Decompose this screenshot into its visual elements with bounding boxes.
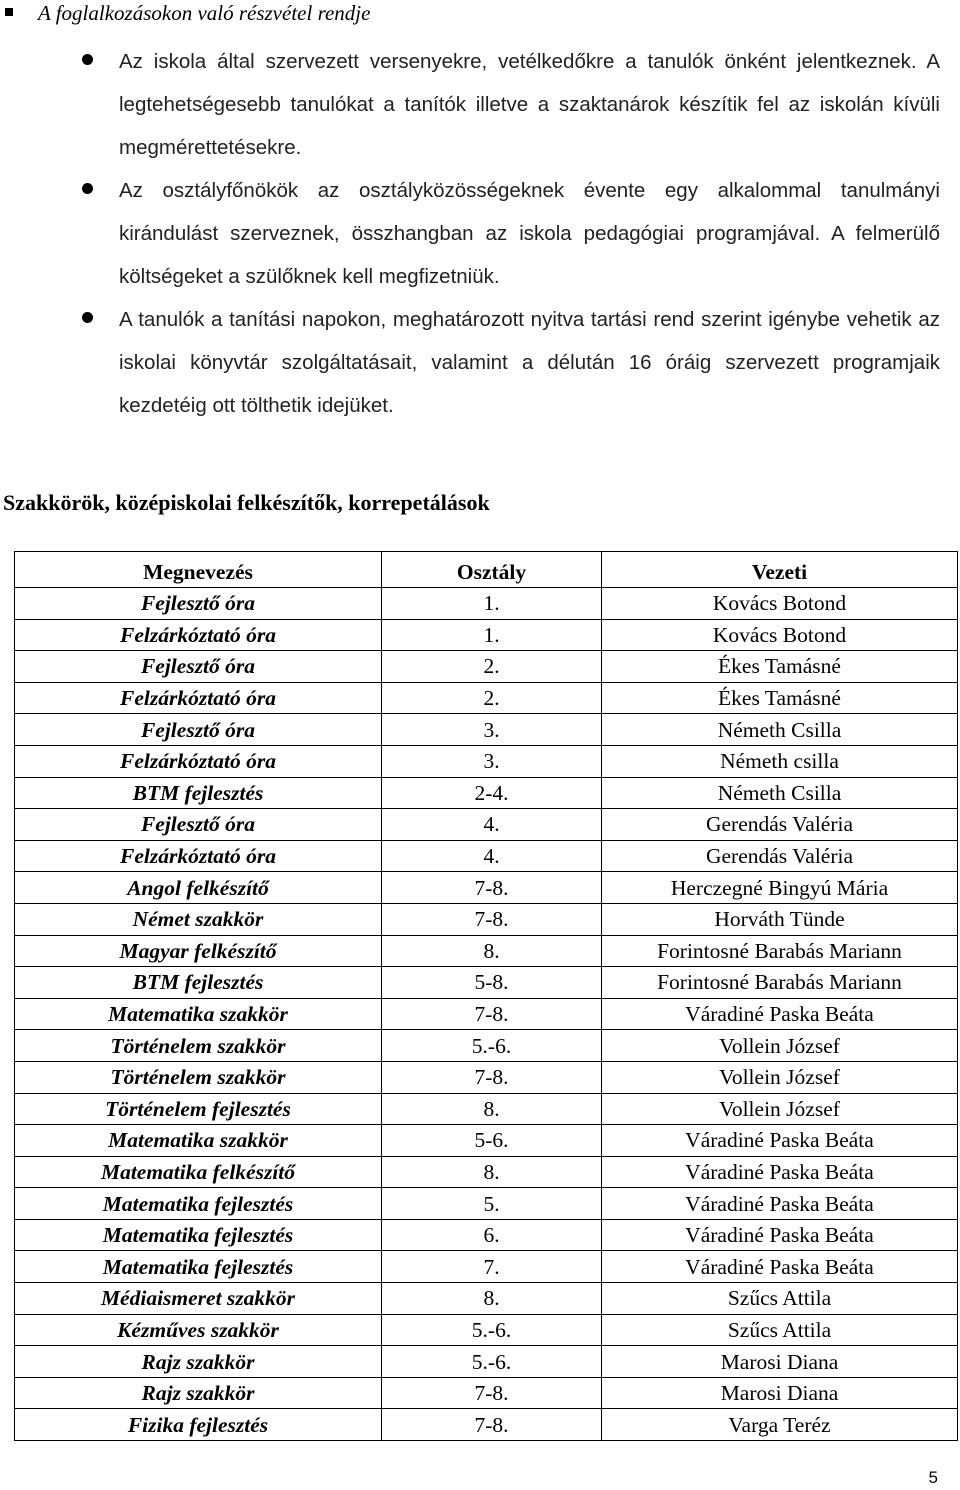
cell-name: Angol felkészítő [15, 872, 382, 904]
cell-name: Fejlesztő óra [15, 651, 382, 683]
cell-class: 7-8. [382, 872, 602, 904]
cell-name: Matematika szakkör [15, 1125, 382, 1157]
header-megnevezes: Megnevezés [15, 552, 382, 588]
table-row [15, 1409, 958, 1441]
table-row [15, 745, 958, 777]
cell-class: 1. [382, 619, 602, 651]
cell-name: BTM fejlesztés [15, 777, 382, 809]
cell-leader: Forintosné Barabás Mariann [602, 935, 958, 967]
cell-name: Médiaismeret szakkör [15, 1283, 382, 1315]
cell-class: 7-8. [382, 998, 602, 1030]
cell-leader: Ékes Tamásné [602, 682, 958, 714]
cell-leader: Kovács Botond [602, 619, 958, 651]
cell-class: 5. [382, 1188, 602, 1220]
section-title-text: A foglalkozásokon való részvétel rendje [38, 1, 371, 25]
table-row [15, 1251, 958, 1283]
cell-leader: Vollein József [602, 1093, 958, 1125]
cell-name: Német szakkör [15, 903, 382, 935]
cell-name: Történelem fejlesztés [15, 1093, 382, 1125]
cell-name: Matematika fejlesztés [15, 1219, 382, 1251]
table-row [15, 619, 958, 651]
header-vezeti: Vezeti [602, 552, 958, 588]
cell-name: Történelem szakkör [15, 1061, 382, 1093]
cell-name: Kézműves szakkör [15, 1314, 382, 1346]
cell-leader: Németh Csilla [602, 714, 958, 746]
cell-leader: Horváth Tünde [602, 903, 958, 935]
square-bullet-icon [5, 8, 13, 16]
table-row [15, 1156, 958, 1188]
cell-leader: Váradiné Paska Beáta [602, 1125, 958, 1157]
cell-leader: Váradiné Paska Beáta [602, 1188, 958, 1220]
cell-class: 5.-6. [382, 1314, 602, 1346]
cell-class: 8. [382, 935, 602, 967]
cell-class: 5-6. [382, 1125, 602, 1157]
cell-leader: Forintosné Barabás Mariann [602, 967, 958, 999]
cell-leader: Varga Teréz [602, 1409, 958, 1441]
table-row [15, 998, 958, 1030]
table-row [15, 1283, 958, 1315]
table-row [15, 1346, 958, 1378]
table-row [15, 967, 958, 999]
cell-class: 5-8. [382, 967, 602, 999]
bullet-text: A tanulók a tanítási napokon, meghatározott nyitva tartási rend szerint igénybe vehetik az iskolai könyvtár szolgáltatásait, valamint a délután 16 óráig szervezett programjaik kezdetéig ott tölthetik idejüket. [119, 308, 940, 417]
cell-leader: Szűcs Attila [602, 1283, 958, 1315]
table-row [15, 1061, 958, 1093]
header-osztaly: Osztály [382, 552, 602, 588]
cell-name: Felzárkóztató óra [15, 682, 382, 714]
cell-leader: Váradiné Paska Beáta [602, 998, 958, 1030]
cell-class: 3. [382, 714, 602, 746]
cell-name: Felzárkóztató óra [15, 840, 382, 872]
cell-class: 3. [382, 745, 602, 777]
bullet-text: Az iskola által szervezett versenyekre, vetélkedőkre a tanulók önként jelentkeznek. A legtehetségesebb tanulókat a tanítók illetve a szaktanárok készítik fel az iskolán kívüli megmérettetésekre. [119, 50, 940, 159]
cell-class: 7-8. [382, 1061, 602, 1093]
table-row [15, 1377, 958, 1409]
cell-class: 2. [382, 651, 602, 683]
table-row [15, 872, 958, 904]
bullet-dot-icon [82, 54, 93, 65]
cell-name: Matematika felkészítő [15, 1156, 382, 1188]
table-row [15, 809, 958, 841]
cell-leader: Váradiné Paska Beáta [602, 1251, 958, 1283]
cell-name: Magyar felkészítő [15, 935, 382, 967]
cell-leader: Gerendás Valéria [602, 840, 958, 872]
cell-class: 8. [382, 1156, 602, 1188]
cell-leader: Váradiné Paska Beáta [602, 1219, 958, 1251]
cell-name: Fizika fejlesztés [15, 1409, 382, 1441]
page-number: 5 [928, 1468, 938, 1487]
cell-class: 8. [382, 1283, 602, 1315]
cell-leader: Marosi Diana [602, 1346, 958, 1378]
bullet-list [0, 40, 960, 427]
cell-name: Felzárkóztató óra [15, 619, 382, 651]
bullet-text: Az osztályfőnökök az osztályközösségeknek évente egy alkalommal tanulmányi kirándulást szerveznek, összhangban az iskola pedagógiai programjával. A felmerülő költségeket a szülőknek kell megfizetniük. [119, 179, 940, 288]
cell-leader: Németh csilla [602, 745, 958, 777]
table-row [15, 714, 958, 746]
cell-class: 8. [382, 1093, 602, 1125]
bullet-item [0, 298, 960, 427]
cell-name: Fejlesztő óra [15, 588, 382, 620]
bullet-item [0, 169, 960, 298]
table-row [15, 682, 958, 714]
table-row [15, 1030, 958, 1062]
cell-name: Matematika fejlesztés [15, 1251, 382, 1283]
cell-class: 7-8. [382, 1377, 602, 1409]
table-row [15, 1219, 958, 1251]
bullet-item [0, 40, 960, 169]
bullet-dot-icon [82, 312, 93, 323]
cell-name: Felzárkóztató óra [15, 745, 382, 777]
cell-class: 2-4. [382, 777, 602, 809]
cell-leader: Herczegné Bingyú Mária [602, 872, 958, 904]
cell-name: Matematika fejlesztés [15, 1188, 382, 1220]
cell-name: BTM fejlesztés [15, 967, 382, 999]
cell-leader: Vollein József [602, 1061, 958, 1093]
cell-leader: Marosi Diana [602, 1377, 958, 1409]
cell-name: Matematika szakkör [15, 998, 382, 1030]
cell-class: 4. [382, 809, 602, 841]
cell-leader: Vollein József [602, 1030, 958, 1062]
cell-name: Rajz szakkör [15, 1346, 382, 1378]
table-row [15, 1314, 958, 1346]
table-row [15, 588, 958, 620]
table-heading: Szakkörök, középiskolai felkészítők, korrepetálások [3, 490, 490, 515]
cell-leader: Szűcs Attila [602, 1314, 958, 1346]
cell-class: 7. [382, 1251, 602, 1283]
club-table [14, 551, 958, 1441]
cell-class: 4. [382, 840, 602, 872]
bullet-dot-icon [82, 183, 93, 194]
cell-leader: Kovács Botond [602, 588, 958, 620]
table-row [15, 651, 958, 683]
table-header-row [15, 552, 958, 588]
cell-name: Rajz szakkör [15, 1377, 382, 1409]
table-row [15, 840, 958, 872]
cell-class: 5.-6. [382, 1346, 602, 1378]
section-title [38, 0, 370, 26]
cell-leader: Németh Csilla [602, 777, 958, 809]
table-row [15, 903, 958, 935]
cell-leader: Gerendás Valéria [602, 809, 958, 841]
table-row [15, 1093, 958, 1125]
cell-name: Fejlesztő óra [15, 714, 382, 746]
cell-class: 2. [382, 682, 602, 714]
cell-name: Történelem szakkör [15, 1030, 382, 1062]
table-row [15, 777, 958, 809]
cell-class: 5.-6. [382, 1030, 602, 1062]
cell-leader: Váradiné Paska Beáta [602, 1156, 958, 1188]
cell-class: 7-8. [382, 903, 602, 935]
cell-name: Fejlesztő óra [15, 809, 382, 841]
cell-leader: Ékes Tamásné [602, 651, 958, 683]
cell-class: 6. [382, 1219, 602, 1251]
table-row [15, 1125, 958, 1157]
table-row [15, 1188, 958, 1220]
cell-class: 7-8. [382, 1409, 602, 1441]
table-row [15, 935, 958, 967]
cell-class: 1. [382, 588, 602, 620]
